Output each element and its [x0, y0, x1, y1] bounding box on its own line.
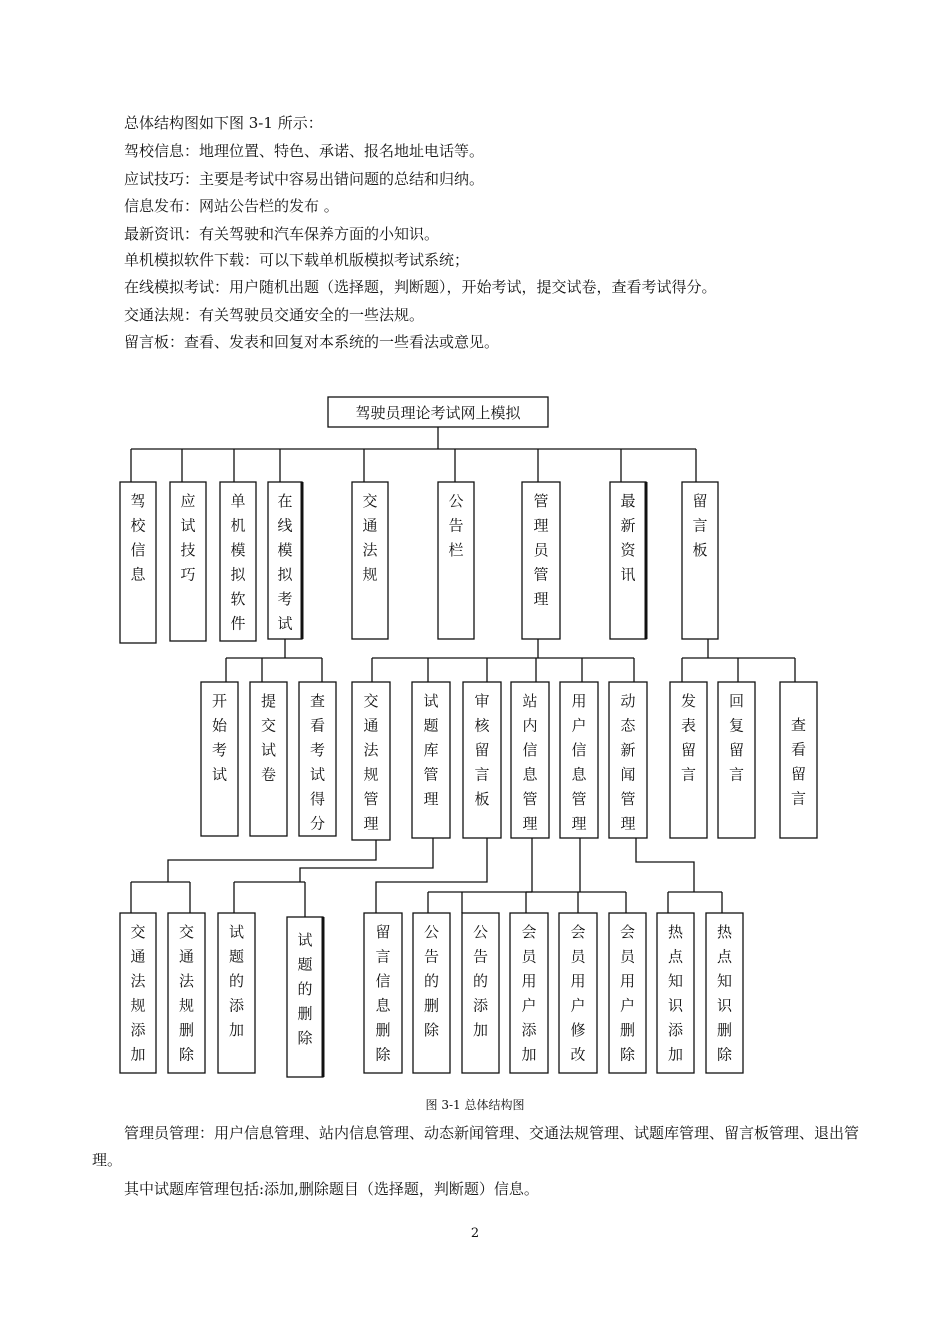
- connector-line: [636, 838, 694, 892]
- level3-node: [559, 913, 597, 1073]
- admin-child-node-char: 新: [620, 741, 636, 759]
- level1-node-char: 件: [230, 614, 246, 633]
- level1-node-char: 试: [180, 516, 196, 535]
- level3-node-char: 规: [130, 996, 146, 1015]
- level3-node-char: 员: [570, 947, 586, 966]
- level3-node-char: 添: [472, 996, 489, 1015]
- level3-node-char: 告: [423, 947, 440, 966]
- admin-child-node-char: 理: [423, 790, 439, 808]
- level3-node-char: 识: [667, 996, 684, 1015]
- level3-node-char: 除: [619, 1045, 636, 1064]
- level3-node-char: 删: [375, 1021, 391, 1039]
- level1-node-char: 留: [692, 492, 708, 510]
- level1-node-char: 技: [180, 541, 196, 559]
- level3-node-char: 加: [228, 1021, 245, 1039]
- level1-node: [120, 482, 156, 643]
- level3-node-char: 题: [297, 955, 313, 974]
- admin-child-node-char: 管: [571, 790, 587, 808]
- intro-paragraph: 信息发布：网站公告栏的发布 。: [124, 197, 339, 215]
- exam-child-node-char: 开: [211, 692, 228, 710]
- intro-paragraph: 在线模拟考试：用户随机出题（选择题，判断题），开始考试，提交试卷，查看考试得分。: [124, 278, 717, 296]
- level3-node-char: 删: [423, 996, 440, 1015]
- admin-child-node-char: 管: [423, 765, 439, 784]
- exam-child-node-char: 试: [211, 765, 228, 784]
- admin-child-node-char: 用: [571, 692, 587, 710]
- level1-node-char: 单: [230, 492, 246, 510]
- level1-node-char: 板: [692, 541, 708, 559]
- level1-node-char: 资: [620, 541, 636, 559]
- connector-line: [168, 840, 376, 882]
- admin-child-node-char: 管: [363, 790, 379, 808]
- level3-node-char: 除: [375, 1045, 391, 1064]
- level3-node-char: 交: [130, 923, 146, 941]
- level3-node-char: 用: [521, 972, 537, 990]
- level3-node: [168, 913, 205, 1073]
- level3-node-char: 交: [178, 923, 195, 941]
- board-child-node-box: [780, 682, 817, 838]
- level1-node-char: 言: [692, 516, 708, 535]
- level3-node-char: 员: [619, 947, 636, 966]
- level1-node-char: 理: [533, 590, 549, 608]
- exam-child-node-char: 分: [309, 814, 326, 833]
- level1-node-char: 理: [533, 516, 549, 535]
- level1-node-char: 在: [277, 492, 293, 510]
- level3-node-char: 的: [423, 972, 440, 990]
- admin-child-node-char: 管: [522, 790, 538, 808]
- level3-node-char: 规: [178, 996, 195, 1015]
- admin-child-node-char: 通: [363, 716, 379, 735]
- exam-child-node: [250, 682, 287, 836]
- exam-child-node-char: 得: [309, 790, 326, 808]
- level3-node-char: 修: [570, 1021, 586, 1039]
- level1-node-char: 拟: [230, 565, 246, 584]
- exam-child-node: [299, 682, 336, 836]
- exam-child-node-char: 卷: [260, 765, 277, 784]
- level3-node-char: 热: [716, 923, 733, 941]
- exam-child-node-char: 考: [309, 741, 326, 759]
- exam-child-node-char: 交: [260, 716, 277, 735]
- board-child-node-char: 言: [680, 765, 697, 784]
- level3-node-char: 添: [667, 1021, 684, 1039]
- admin-child-node-char: 言: [474, 765, 490, 784]
- intro-paragraph: 留言板：查看、发表和回复对本系统的一些看法或意见。: [124, 333, 500, 351]
- level3-node-char: 试: [297, 931, 313, 949]
- level1-node-char: 机: [230, 516, 246, 535]
- level1-node-char: 线: [277, 516, 293, 535]
- level3-node-char: 的: [297, 980, 313, 998]
- admin-child-node-char: 审: [474, 692, 490, 710]
- level1-node-char: 软: [230, 590, 246, 608]
- level1-node: [268, 482, 302, 639]
- admin-child-node-char: 内: [522, 716, 538, 735]
- level3-node-char: 告: [472, 947, 489, 966]
- admin-child-node-char: 库: [423, 741, 439, 759]
- admin-child-node-char: 息: [571, 765, 587, 784]
- exam-child-node-char: 试: [309, 765, 326, 784]
- level1-node: [610, 482, 646, 639]
- diagram-nodes: [120, 397, 817, 1077]
- level1-node-char: 栏: [448, 541, 464, 559]
- level3-node-char: 添: [521, 1021, 537, 1039]
- level1-node: [682, 482, 718, 639]
- level3-node-char: 删: [716, 1021, 733, 1039]
- intro-paragraph: 总体结构图如下图 3-1 所示：: [124, 114, 323, 132]
- level1-node: [522, 482, 560, 639]
- intro-paragraph: 最新资讯：有关驾驶和汽车保养方面的小知识。: [124, 225, 440, 243]
- admin-child-node-char: 户: [571, 716, 587, 735]
- admin-child-node-char: 核: [474, 716, 490, 735]
- level3-node-char: 公: [423, 923, 440, 941]
- level3-node-char: 会: [521, 923, 537, 941]
- admin-child-node: [463, 682, 501, 838]
- level3-node-char: 的: [472, 972, 489, 990]
- admin-child-node: [609, 682, 647, 838]
- level3-node-char: 添: [130, 1021, 146, 1039]
- admin-child-node-char: 信: [571, 741, 587, 759]
- level3-node-char: 户: [521, 996, 537, 1015]
- board-child-node: [670, 682, 707, 838]
- admin-child-node-char: 理: [522, 814, 538, 833]
- level3-node: [120, 913, 156, 1073]
- level3-node-char: 点: [667, 947, 684, 966]
- level3-node-char: 加: [521, 1045, 537, 1064]
- level3-node-char: 改: [570, 1045, 586, 1064]
- level3-node-char: 加: [472, 1021, 489, 1039]
- level3-node-char: 信: [375, 972, 391, 990]
- intro-paragraph: 单机模拟软件下载：可以下载单机版模拟考试系统；: [124, 251, 470, 269]
- level3-node-char: 员: [521, 947, 537, 966]
- admin-child-node: [352, 682, 390, 840]
- board-child-node: [780, 682, 817, 838]
- level3-node: [657, 913, 694, 1073]
- intro-paragraph: 应试技巧：主要是考试中容易出错问题的总结和归纳。: [124, 170, 485, 188]
- level1-node-char: 拟: [277, 565, 293, 584]
- admin-child-node-char: 试: [423, 692, 439, 710]
- board-child-node-char: 留: [680, 741, 697, 759]
- level3-node-char: 通: [178, 947, 195, 966]
- admin-child-node-char: 规: [363, 765, 379, 784]
- level1-node-char: 规: [362, 565, 378, 584]
- exam-child-node-char: 始: [211, 716, 228, 735]
- level1-node-char: 管: [533, 565, 549, 584]
- level1-node-char: 信: [130, 541, 146, 559]
- admin-child-node-char: 站: [522, 692, 538, 710]
- level1-node-char: 通: [362, 516, 378, 535]
- level3-node-char: 会: [570, 923, 586, 941]
- level3-node-char: 除: [297, 1029, 313, 1047]
- level3-node: [364, 913, 402, 1073]
- level3-node-char: 户: [619, 996, 636, 1015]
- level1-node-char: 员: [533, 541, 549, 559]
- level3-node-char: 加: [130, 1045, 146, 1064]
- level1-node-char: 模: [230, 541, 246, 559]
- figure-caption: 图 3-1 总体结构图: [425, 1098, 525, 1112]
- board-child-node-char: 看: [790, 740, 807, 759]
- level3-node-char: 加: [667, 1045, 684, 1064]
- level3-node: [287, 917, 323, 1077]
- level3-node-char: 热: [667, 923, 684, 941]
- level1-node-char: 法: [362, 541, 378, 559]
- level1-node-char: 模: [277, 541, 293, 559]
- exam-child-node-char: 查: [309, 692, 326, 710]
- level3-node-char: 删: [297, 1004, 313, 1023]
- level3-node-char: 删: [178, 1021, 195, 1039]
- admin-child-node-char: 信: [522, 741, 538, 759]
- exam-child-node-char: 试: [260, 741, 277, 759]
- board-child-node-char: 言: [728, 765, 745, 784]
- level1-node: [220, 482, 256, 641]
- level3-node-char: 试: [228, 923, 245, 941]
- level1-node: [352, 482, 388, 639]
- level1-node-char: 讯: [620, 565, 636, 584]
- page-number: 2: [470, 1226, 480, 1241]
- level3-node-char: 知: [667, 972, 684, 990]
- admin-child-node-char: 息: [522, 765, 538, 784]
- level1-node-char: 息: [130, 565, 146, 584]
- admin-child-node-char: 理: [571, 814, 587, 833]
- level1-node-char: 校: [130, 516, 146, 535]
- exam-child-node-char: 看: [309, 716, 326, 735]
- admin-child-node-char: 题: [423, 716, 439, 735]
- board-child-node-char: 表: [680, 716, 697, 735]
- admin-child-node: [511, 682, 549, 838]
- level3-node-char: 识: [716, 996, 733, 1015]
- board-child-node-char: 复: [728, 716, 745, 735]
- admin-paragraph: 管理员管理：用户信息管理、站内信息管理、动态新闻管理、交通法规管理、试题库管理、留言板管理、退出管理。: [92, 1124, 860, 1169]
- admin-child-node-char: 管: [620, 790, 636, 808]
- level3-node-char: 点: [716, 947, 733, 966]
- level1-node-char: 公: [448, 492, 464, 510]
- level3-node-char: 言: [375, 947, 391, 966]
- exam-child-node: [201, 682, 238, 836]
- level1-node-char: 考: [277, 590, 293, 608]
- level3-node: [218, 913, 255, 1073]
- board-child-node-char: 查: [790, 716, 807, 734]
- admin-child-node-char: 理: [363, 814, 379, 833]
- level1-node-char: 交: [362, 492, 378, 510]
- level3-node-char: 留: [375, 923, 391, 941]
- level1-node-char: 试: [277, 614, 293, 633]
- level1-node-char: 管: [533, 492, 549, 510]
- level3-node-char: 用: [619, 972, 636, 990]
- connector-line: [376, 838, 487, 913]
- admin-child-node-char: 交: [363, 692, 379, 710]
- board-child-node-char: 留: [728, 741, 745, 759]
- root-node-label: 驾驶员理论考试网上模拟: [355, 404, 521, 422]
- level1-node: [438, 482, 474, 639]
- intro-paragraph: 交通法规：有关驾驶员交通安全的一些法规。: [124, 306, 425, 324]
- admin-child-node-char: 留: [474, 741, 490, 759]
- admin-child-node-char: 闻: [620, 765, 636, 784]
- level1-node-char: 巧: [180, 565, 196, 584]
- level3-node-char: 删: [619, 1021, 636, 1039]
- level3-node: [510, 913, 548, 1073]
- level1-node: [170, 482, 206, 641]
- level3-node-char: 题: [228, 947, 245, 966]
- root-node: [328, 397, 548, 427]
- level1-node-char: 告: [448, 516, 464, 535]
- admin-child-node-char: 法: [363, 741, 379, 759]
- exam-child-node-char: 提: [260, 692, 277, 710]
- level1-node-char: 应: [180, 492, 196, 510]
- admin-child-node-char: 板: [474, 790, 490, 808]
- question-bank-paragraph: 其中试题库管理包括:添加,删除题目（选择题，判断题）信息。: [124, 1180, 539, 1198]
- level3-node: [609, 913, 646, 1073]
- level3-node-char: 会: [619, 923, 636, 941]
- admin-child-node-char: 理: [620, 814, 636, 833]
- level3-node: [413, 913, 450, 1073]
- level3-node-char: 除: [178, 1045, 195, 1064]
- level3-node-char: 公: [472, 923, 489, 941]
- level3-node-char: 法: [130, 972, 146, 990]
- level3-node-char: 通: [130, 947, 146, 966]
- level1-node-char: 新: [620, 516, 636, 535]
- admin-child-node: [560, 682, 598, 838]
- level1-node-char: 最: [620, 492, 636, 510]
- level3-node-char: 除: [716, 1045, 733, 1064]
- admin-child-node-char: 态: [620, 716, 636, 735]
- board-child-node-char: 发: [680, 692, 697, 710]
- level3-node: [462, 913, 499, 1073]
- level1-node-char: 驾: [130, 492, 146, 510]
- intro-paragraph: 驾校信息：地理位置、特色、承诺、报名地址电话等。: [124, 142, 485, 160]
- level3-node-char: 的: [228, 972, 245, 990]
- level3-node-char: 息: [375, 996, 391, 1015]
- board-child-node-char: 留: [790, 765, 807, 783]
- level3-node: [706, 913, 743, 1073]
- admin-child-node-char: 动: [620, 692, 636, 710]
- level3-node-char: 知: [716, 972, 733, 990]
- board-child-node-char: 言: [790, 789, 807, 808]
- board-child-node-char: 回: [728, 692, 745, 710]
- exam-child-node-char: 考: [211, 741, 228, 759]
- board-child-node: [718, 682, 755, 838]
- level3-node-char: 除: [423, 1021, 440, 1039]
- level3-node-char: 户: [570, 996, 586, 1015]
- level3-node-char: 法: [178, 972, 195, 990]
- level3-node-char: 添: [228, 996, 245, 1015]
- admin-child-node: [412, 682, 450, 838]
- level3-node-char: 用: [570, 972, 586, 990]
